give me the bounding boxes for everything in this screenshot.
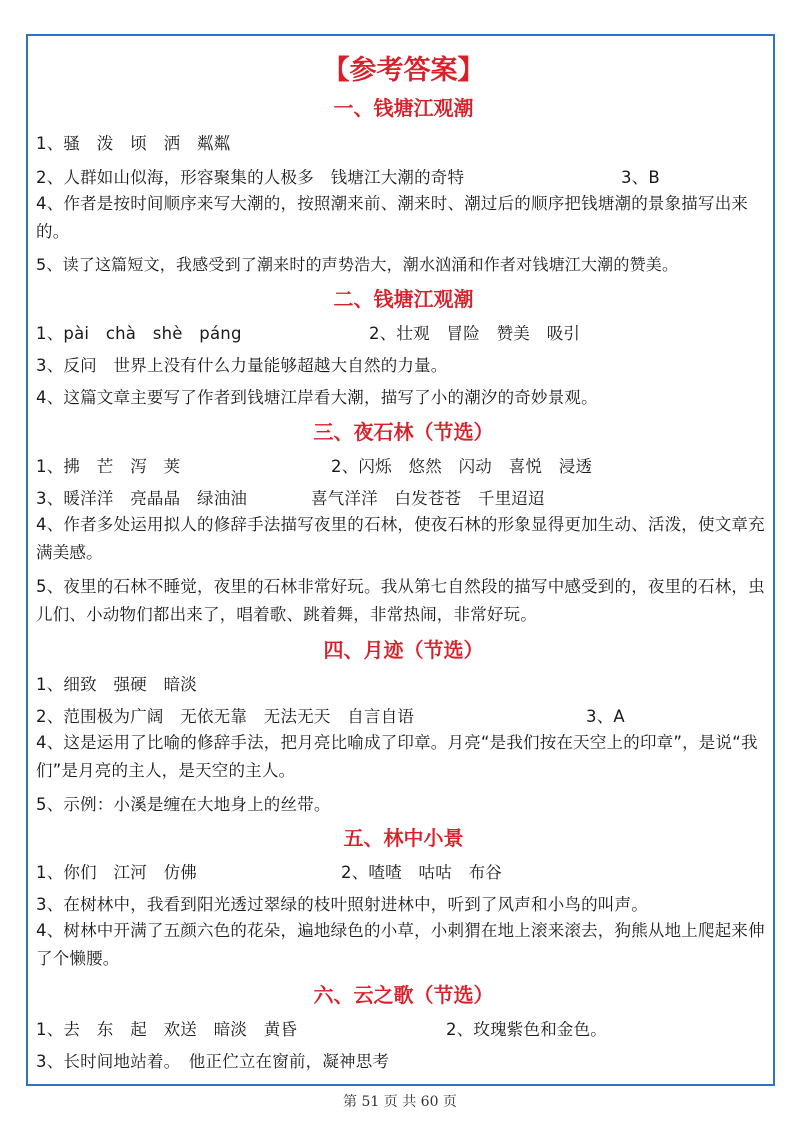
section-title-6: 六、云之歌（节选） [313,983,494,1007]
answer-line: 4、作者是按时间顺序来写大潮的，按照潮来前、潮来时、潮过后的顺序把钱塘潮的景象描写出来的。 [36,194,749,241]
answer-line: 4、树林中开满了五颜六色的花朵，遍地绿色的小草，小刺猬在地上滚来滚去，狗熊从地上爬起来伸了个懒腰。 [36,921,765,968]
page-number: 第 51 页 共 60 页 [343,1094,457,1110]
answer-line: 3、在树林中，我看到阳光透过翠绿的枝叶照射进林中，听到了风声和小鸟的叫声。 [36,895,648,914]
answer-line: 4、这是运用了比喻的修辞手法，把月亮比喻成了印章。月亮“是我们按在天空上的印章”，是说“我们”是月亮的主人，是天空的主人。 [36,733,758,780]
answer-line: 5、示例：小溪是缠在大地身上的丝带。 [36,795,331,814]
answer-line: 2、人群如山似海，形容聚集的人极多 钱塘江大潮的奇特 3、B [36,168,660,187]
answer-line: 4、这篇文章主要写了作者到钱塘江岸看大潮，描写了小的潮汐的奇妙景观。 [36,388,598,407]
section-title-2: 二、钱塘江观潮 [333,287,474,311]
answer-line: 3、反问 世界上没有什么力量能够超越大自然的力量。 [36,356,448,375]
answer-line: 3、长时间地站着。 他正伫立在窗前，凝神思考 [36,1052,390,1071]
answer-line: 1、拂 芒 泻 荚 2、闪烁 悠然 闪动 喜悦 浸透 [36,457,593,476]
answer-line: 2、范围极为广阔 无依无靠 无法无天 自言自语 3、A [36,707,625,726]
answer-line: 1、细致 强硬 暗淡 [36,675,197,694]
answer-line: 4、作者多处运用拟人的修辞手法描写夜里的石林，使夜石林的形象显得更加生动、活泼，使文章充满美感。 [36,515,765,562]
section-title-1: 一、钱塘江观潮 [333,96,474,120]
answer-line: 1、去 东 起 欢送 暗淡 黄昏 2、玫瑰紫色和金色。 [36,1020,607,1039]
answer-line: 1、你们 江河 仿佛 2、喳喳 咕咕 布谷 [36,863,502,882]
page-title: 【参考答案】 [322,55,485,86]
answer-line: 3、暖洋洋 亮晶晶 绿油油 喜气洋洋 白发苍苍 千里迢迢 [36,489,545,508]
section-title-5: 五、林中小景 [343,826,464,850]
answer-line: 5、夜里的石林不睡觉，夜里的石林非常好玩。我从第七自然段的描写中感受到的，夜里的石林，虫儿们、小动物们都出来了，唱着歌、跳着舞，非常热闹，非常好玩。 [36,577,765,624]
answer-line: 5、读了这篇短文，我感受到了潮来时的声势浩大，潮水汹涌和作者对钱塘江大潮的赞美。 [36,255,679,274]
section-title-4: 四、月迹（节选） [323,638,484,662]
answer-line: 1、pài chà shè páng 2、壮观 冒险 赞美 吸引 [36,324,581,343]
section-title-3: 三、夜石林（节选） [313,420,494,444]
answer-line: 1、骚 泼 顷 洒 粼粼 [36,134,231,153]
